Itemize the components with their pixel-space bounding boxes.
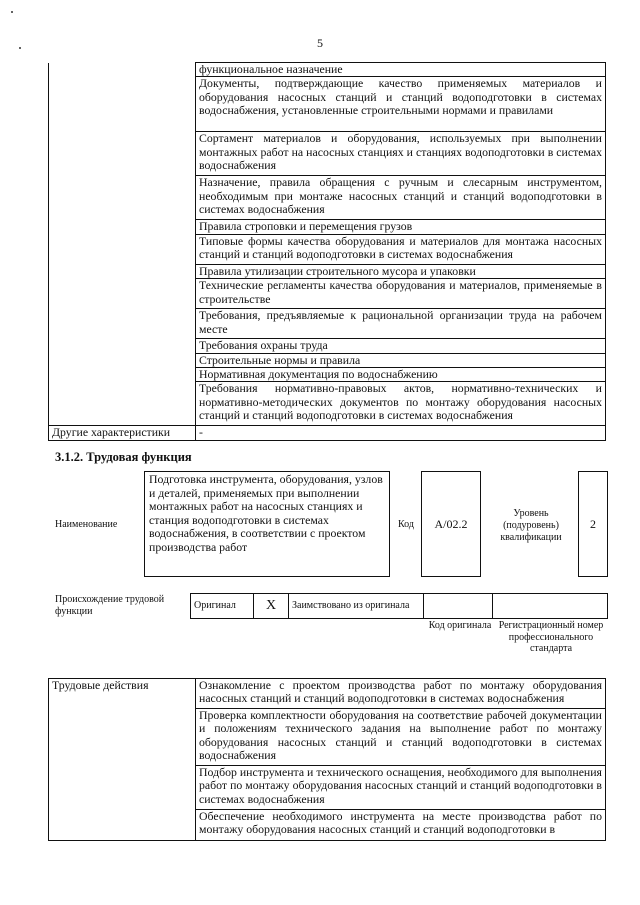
reg-number-label: Регистрационный номер профессионального стандарта: [498, 620, 604, 654]
requirement-row: Сортамент материалов и оборудования, используемых при выполнении монтажных работ на насосных станциях и станциях водоподготовки в системах водоснабжения: [196, 132, 606, 176]
requirement-row: Документы, подтверждающие качество применяемых материалов и оборудования насосных станций и станций водоподготовки в системах водоснабжения, установленные строительными нормами и правилами: [196, 77, 606, 132]
other-characteristics-value: -: [196, 426, 606, 440]
labor-action-row: Ознакомление с проектом производства работ по монтажу оборудования насосных станций и станций водоподготовки в системах водоснабжения: [196, 679, 606, 709]
qualification-level-label: Уровень (подуровень) квалификации: [500, 508, 562, 543]
requirements-table: [48, 62, 606, 441]
scan-speck: [11, 11, 13, 13]
requirement-row: Технические регламенты качества оборудования и материалов, применяемые в строительстве: [196, 279, 606, 309]
labor-action-row: Проверка комплектности оборудования на соответствие рабочей документации и положениям технического задания на выполнение работ по монтажу оборудования насосных станций и станций водоподготовки в системах водоснабжения: [196, 709, 606, 766]
requirements-category-cell: [49, 63, 196, 426]
requirement-row: функциональное назначение: [196, 63, 606, 77]
labor-action-row: Подбор инструмента и технического оснащения, необходимого для выполнения работ по монтажу оборудования насосных станций и станций водоподготовки в системах водоснабжения: [196, 766, 606, 810]
reg-number-cell: [493, 594, 608, 619]
original-label: Оригинал: [191, 594, 254, 619]
labor-actions-table: [48, 678, 606, 841]
original-mark: X: [254, 594, 289, 619]
code-original-cell: [424, 594, 493, 619]
code-original-label: Код оригинала: [428, 620, 492, 631]
other-characteristics-label: Другие характеристики: [49, 426, 196, 440]
section-heading: 3.1.2. Трудовая функция: [55, 450, 192, 464]
requirement-row: Правила строповки и перемещения грузов: [196, 220, 606, 234]
function-name-box: Подготовка инструмента, оборудования, узлов и деталей, применяемых при выполнении монтажных работ на насосных станциях и станция водоподготовки в системах водоснабжения, в соответствии с проектом производства работ: [144, 471, 390, 577]
requirement-row: Типовые формы качества оборудования и материалов для монтажа насосных станций и станций водоподготовки в системах водоснабжения: [196, 234, 606, 264]
requirement-row: Строительные нормы и правила: [196, 353, 606, 367]
qualification-level-box: 2: [578, 471, 608, 577]
page-number: 5: [317, 36, 323, 50]
labor-action-row: Обеспечение необходимого инструмента на месте производства работ по монтажу оборудования насосных станций и станций водоподготовки в: [196, 810, 606, 841]
borrowed-label: Заимствовано из оригинала: [289, 594, 424, 619]
requirement-row: Нормативная документация по водоснабжению: [196, 368, 606, 382]
requirement-row: Требования, предъявляемые к рациональной организации труда на рабочем месте: [196, 309, 606, 339]
requirement-row: Требования охраны труда: [196, 339, 606, 353]
requirement-row: Назначение, правила обращения с ручным и слесарным инструментом, необходимым при монтаже насосных станций и станций водоподготовки в системах водоснабжения: [196, 176, 606, 220]
origin-table: [190, 593, 608, 619]
requirement-row: Требования нормативно-правовых актов, нормативно-технических и нормативно-методических документов по монтажу оборудования насосных станций и станций водоподготовки в системах водоснабжения: [196, 382, 606, 426]
requirement-row: Правила утилизации строительного мусора и упаковки: [196, 264, 606, 278]
code-value-box: А/02.2: [421, 471, 481, 577]
code-label: Код: [398, 519, 414, 530]
labor-actions-label: Трудовые действия: [49, 679, 196, 841]
origin-label: Происхождение трудовой функции: [55, 594, 165, 617]
name-label: Наименование: [55, 519, 118, 530]
